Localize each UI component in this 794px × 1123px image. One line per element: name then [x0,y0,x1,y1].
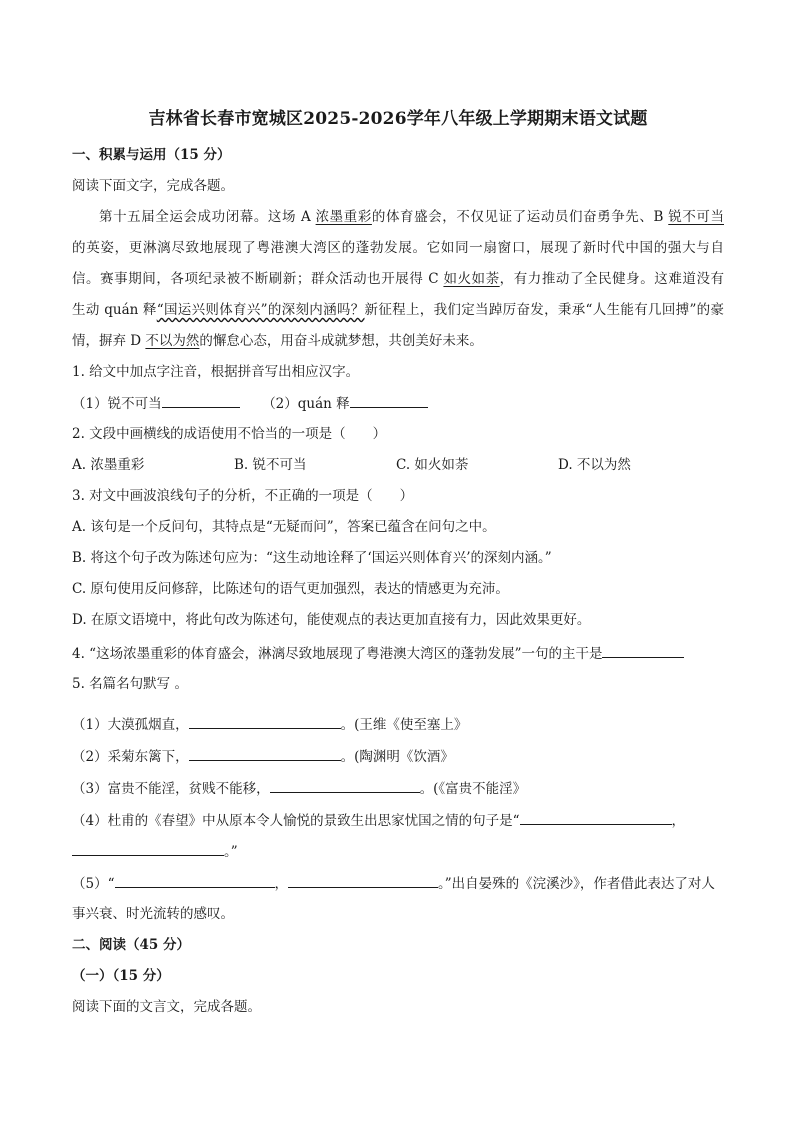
subsection-heading: （一）（15 分） [72,968,170,984]
question-4 [72,643,684,664]
question-1-items [72,393,428,414]
answer-blank[interactable] [162,393,240,408]
question-5-item-4-cont [72,841,238,862]
text: 第十五届全运会成功闭幕。这场 A [99,209,316,225]
question-2-options [72,455,631,475]
text: 。” [224,844,238,860]
answer-blank[interactable] [288,873,438,888]
text: 情，摒弃 D [72,333,146,349]
question-5: 5. 名篇名句默写 。 [72,676,188,692]
answer-blank[interactable] [189,746,341,761]
text: （2）采菊东篱下， [72,749,189,765]
question-5-item-5-cont: 事兴衰、时光流转的感叹。 [72,906,234,922]
answer-blank[interactable] [72,841,224,856]
question-1: 1. 给文中加点字注音，根据拼音写出相应汉字。 [72,364,360,380]
text: 。(王维《使至塞上》 [340,717,468,733]
text: （3）富贵不能淫，贫贱不能移， [72,781,270,797]
answer-blank[interactable] [602,643,684,658]
answer-blank[interactable] [520,810,672,825]
option-d[interactable]: D. 在原文语境中，将此句改为陈述句，能使观点的表达更加直接有力，因此效果更好。 [72,612,591,628]
section-heading: 一、积累与运用（15 分） [72,147,231,163]
text: 信。赛事期间，各项纪录被不断刷新；群众活动也开展得 C [72,271,444,287]
section-heading: 二、阅读（45 分） [72,937,190,953]
option-a[interactable]: A. 浓墨重彩 [72,457,145,473]
passage-line [72,269,724,289]
item-label: （1）锐不可当 [72,396,162,412]
passage-line: 的英姿，更淋漓尽致地展现了粤港澳大湾区的蓬勃发展。它如同一扇窗口，展现了新时代中国的强大与自 [72,240,724,256]
question-4-text: 4. “这场浓墨重彩的体育盛会，淋漓尽致地展现了粤港澳大湾区的蓬勃发展”一句的主干是 [72,646,603,662]
option-c[interactable]: C. 原句使用反问修辞，比陈述句的语气更加强烈，表达的情感更为充沛。 [72,581,509,597]
wavy-underlined-sentence: “国运兴则体育兴”的深刻内涵吗？ [156,302,365,318]
answer-blank[interactable] [189,714,341,729]
item-label: （2）quán 释 [262,396,350,412]
question-5-item-2 [72,746,454,767]
question-5-item-1 [72,714,467,735]
question-5-item-5 [72,873,715,894]
passage-line [72,331,483,351]
option-b[interactable]: B. 锐不可当 [234,457,307,473]
option-d[interactable]: D. 不以为然 [558,457,631,473]
text: ， [671,813,685,829]
passage-line [72,300,724,320]
text: 。(《富贵不能淫》 [419,781,527,797]
text: （1）大漠孤烟直， [72,717,189,733]
text: （5）“ [72,876,115,892]
option-a[interactable]: A. 该句是一个反问句，其特点是“无疑而问”，答案已蕴含在问句之中。 [72,519,496,535]
text: 新征程上，我们定当踔厉奋发，秉承“人生能有几回搏”的豪 [364,302,724,318]
option-b[interactable]: B. 将这个句子改为陈述句应为：“这生动地诠释了‘国运兴则体育兴’的深刻内涵。” [72,550,552,566]
option-c[interactable]: C. 如火如荼 [396,457,469,473]
text: 的懈怠心态，用奋斗成就梦想，共创美好未来。 [199,333,483,349]
text: 生动 quán 释 [72,302,157,318]
text: ，有力推动了全民健身。这难道没有 [499,271,725,287]
instruction: 阅读下面文字，完成各题。 [72,178,234,194]
question-5-item-3 [72,778,526,799]
question-2: 2. 文段中画横线的成语使用不恰当的一项是（ ） [72,426,387,442]
underlined-idiom-a: 浓墨重彩 [315,209,372,225]
instruction: 阅读下面的文言文，完成各题。 [72,999,261,1015]
passage-line [72,207,724,227]
text: 。(陶渊明《饮酒》 [340,749,454,765]
underlined-idiom-c: 如火如荼 [443,271,500,287]
answer-blank[interactable] [270,778,420,793]
answer-blank[interactable] [115,873,275,888]
page-title: 吉林省长春市宽城区2025-2026学年八年级上学期期末语文试题 [148,109,648,129]
text: （4）杜甫的《春望》中从原本令人愉悦的景致生出思家忧国之情的句子是“ [72,813,520,829]
text: 。”出自晏殊的《浣溪沙》，作者借此表达了对人 [438,876,715,892]
underlined-idiom-b: 锐不可当 [668,209,724,225]
question-5-item-4 [72,810,685,831]
text: 的体育盛会，不仅见证了运动员们奋勇争先、B [371,209,669,225]
text: ， [274,876,288,892]
question-3: 3. 对文中画波浪线句子的分析，不正确的一项是（ ） [72,488,414,504]
answer-blank[interactable] [350,393,428,408]
underlined-idiom-d: 不以为然 [145,333,200,349]
